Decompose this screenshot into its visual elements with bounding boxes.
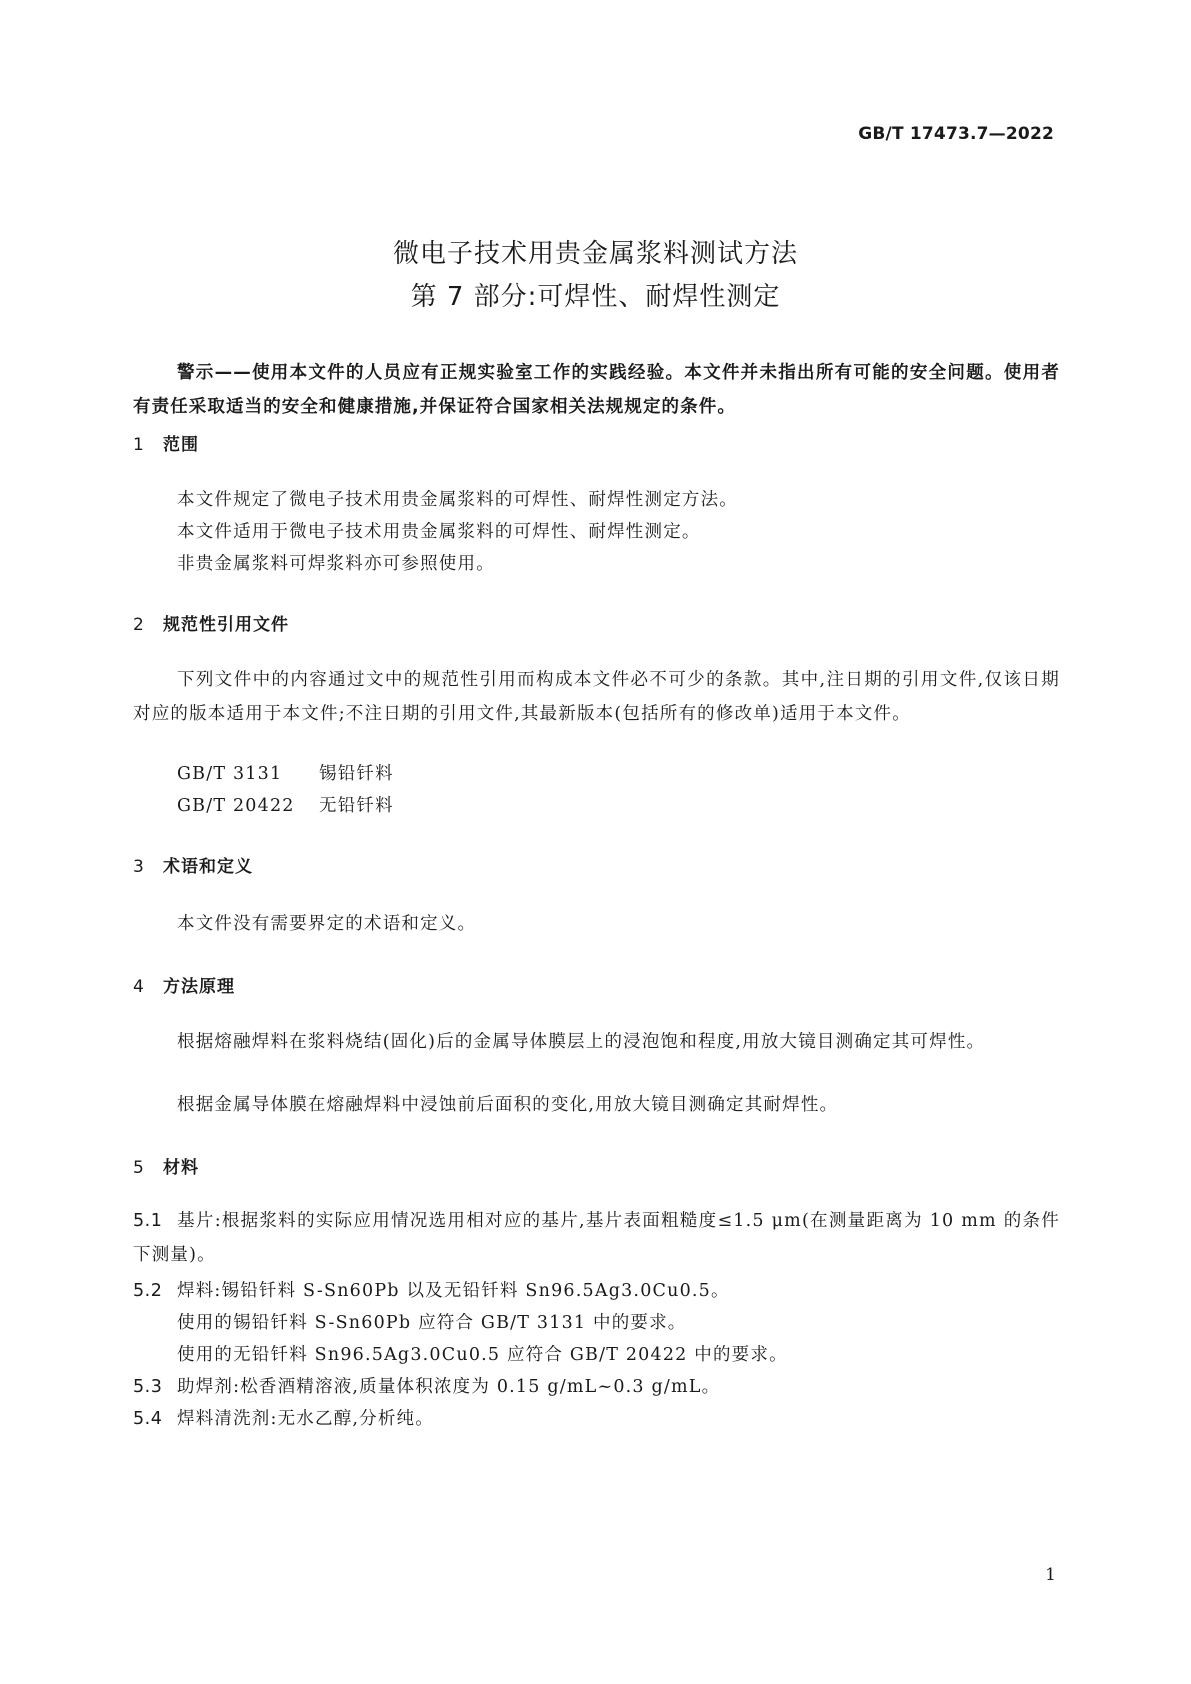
section-3-heading <box>133 852 253 877</box>
material-item-5-2-sub-2: 使用的无铅钎料 Sn96.5Ag3.0Cu0.5 应符合 GB/T 20422 中的要求。 <box>177 1345 788 1365</box>
section-title: 范围 <box>163 435 199 455</box>
section-1-paragraph-2: 本文件适用于微电子技术用贵金属浆料的可焊性、耐焊性测定。 <box>177 522 701 542</box>
item-text: 基片:根据浆料的实际应用情况选用相对应的基片,基片表面粗糙度≤1.5 μm(在测量距离为 10 mm 的条件下测量)。 <box>133 1211 1060 1265</box>
section-3-paragraph-1: 本文件没有需要界定的术语和定义。 <box>177 914 477 934</box>
item-number: 5.1 <box>133 1211 163 1231</box>
item-number: 5.3 <box>133 1377 163 1397</box>
section-number: 5 <box>133 1158 145 1178</box>
item-text: 助焊剂:松香酒精溶液,质量体积浓度为 0.15 g/mL~0.3 g/mL。 <box>177 1377 721 1397</box>
reference-code: GB/T 20422 <box>177 796 295 816</box>
material-item-5-1 <box>133 1204 1060 1272</box>
reference-name: 锡铅钎料 <box>319 764 394 784</box>
item-number: 5.2 <box>133 1281 163 1301</box>
section-2-heading <box>133 610 289 635</box>
section-5-heading <box>133 1153 199 1178</box>
section-4-heading <box>133 972 235 997</box>
section-title: 术语和定义 <box>163 857 253 877</box>
reference-item <box>177 760 394 785</box>
item-number: 5.4 <box>133 1409 163 1429</box>
item-text: 焊料:锡铅钎料 S-Sn60Pb 以及无铅钎料 Sn96.5Ag3.0Cu0.5。 <box>177 1281 730 1301</box>
material-item-5-3 <box>133 1373 720 1398</box>
section-1-paragraph-1: 本文件规定了微电子技术用贵金属浆料的可焊性、耐焊性测定方法。 <box>177 490 738 510</box>
section-title: 规范性引用文件 <box>163 615 289 635</box>
section-1-paragraph-3: 非贵金属浆料可焊浆料亦可参照使用。 <box>177 554 495 574</box>
page-number: 1 <box>1045 1565 1056 1585</box>
document-title-line-2: 第 7 部分:可焊性、耐焊性测定 <box>410 282 781 312</box>
material-item-5-2-sub-1: 使用的锡铅钎料 S-Sn60Pb 应符合 GB/T 3131 中的要求。 <box>177 1313 687 1333</box>
standard-code: GB/T 17473.7—2022 <box>858 124 1054 144</box>
section-number: 1 <box>133 435 145 455</box>
section-title: 方法原理 <box>163 977 235 997</box>
reference-name: 无铅钎料 <box>319 796 394 816</box>
section-4-paragraph-1: 根据熔融焊料在浆料烧结(固化)后的金属导体膜层上的浸泡饱和程度,用放大镜目测确定其可焊性。 <box>177 1032 986 1052</box>
section-number: 3 <box>133 857 145 877</box>
section-number: 2 <box>133 615 145 635</box>
section-title: 材料 <box>163 1158 199 1178</box>
section-2-paragraph-1: 下列文件中的内容通过文中的规范性引用而构成本文件必不可少的条款。其中,注日期的引用文件,仅该日期对应的版本适用于本文件;不注日期的引用文件,其最新版本(包括所有的修改单)适用于本文件。 <box>133 670 1060 724</box>
item-text: 焊料清洗剂:无水乙醇,分析纯。 <box>177 1409 434 1429</box>
material-item-5-2 <box>133 1277 730 1302</box>
warning-notice: 警示——使用本文件的人员应有正规实验室工作的实践经验。本文件并未指出所有可能的安全问题。使用者有责任采取适当的安全和健康措施,并保证符合国家相关法规规定的条件。 <box>133 363 1060 417</box>
section-1-heading <box>133 430 199 455</box>
section-4-paragraph-2: 根据金属导体膜在熔融焊料中浸蚀前后面积的变化,用放大镜目测确定其耐焊性。 <box>177 1095 839 1115</box>
section-number: 4 <box>133 977 145 997</box>
reference-item <box>177 792 394 817</box>
material-item-5-4 <box>133 1405 434 1430</box>
reference-code: GB/T 3131 <box>177 764 283 784</box>
document-title-line-1: 微电子技术用贵金属浆料测试方法 <box>392 239 798 269</box>
